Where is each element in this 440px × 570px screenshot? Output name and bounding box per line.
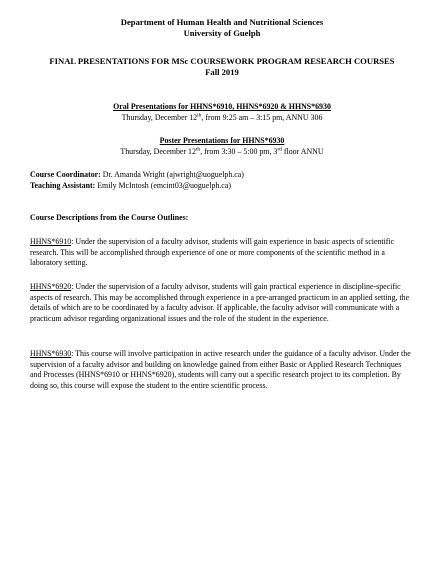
oral-date-prefix: Thursday, December 12 bbox=[121, 112, 198, 122]
poster-date-suffix: floor ANNU bbox=[281, 146, 324, 156]
document-title-block bbox=[30, 56, 414, 78]
course-description-6920 bbox=[30, 282, 414, 324]
course-code: HHNS*6930 bbox=[30, 349, 72, 358]
course-description-6930 bbox=[30, 349, 414, 391]
ta-label: Teaching Assistant: bbox=[30, 180, 96, 190]
course-code: HHNS*6910 bbox=[30, 237, 72, 246]
term: Fall 2019 bbox=[205, 67, 239, 77]
course-paragraph bbox=[30, 282, 414, 324]
poster-date-mid: , from 3:30 – 5:00 pm, 3 bbox=[200, 146, 278, 156]
poster-floor-sup: rd bbox=[277, 145, 282, 152]
document-header bbox=[30, 17, 414, 39]
course-text: : Under the supervision of a faculty advisor, students will gain practical experience in discipline-specific aspects of research. This may be accomplished through experience in a pre-arranged practicum in an applied setting, the details of which are to be coordinated by a faculty advisor. If applicable, the faculty advisor will communicate with a practicum advisor regarding organizational issues and the role of the student in the experience. bbox=[30, 282, 410, 323]
course-text: : Under the supervision of a faculty advisor, students will gain experience in basic aspects of scientific research. This will be accomplished through experience of one or more components of the scientific method in a laboratory setting. bbox=[30, 237, 395, 268]
university-name: University of Guelph bbox=[183, 28, 261, 38]
poster-heading: Poster Presentations for HHNS*6930 bbox=[159, 136, 285, 145]
course-paragraph bbox=[30, 237, 414, 269]
course-text: : This course will involve participation in active research under the guidance of a faculty advisor. Under the supervision of a faculty advisor and building on knowledge gained from either Basic or Applied Research Techniques and Processes (HHNS*6910 or HHNS*6920), students will carry out a specific research project to its completion. By doing so, this course will expose the student to the entire scientific process. bbox=[30, 349, 411, 390]
poster-presentations bbox=[30, 136, 414, 157]
coordinator-label: Course Coordinator: bbox=[30, 170, 101, 179]
course-code: HHNS*6920 bbox=[30, 282, 72, 291]
course-staff bbox=[30, 170, 414, 191]
oral-date bbox=[30, 113, 414, 124]
course-paragraph bbox=[30, 349, 414, 391]
descriptions-heading: Course Descriptions from the Course Outlines: bbox=[30, 213, 189, 222]
poster-date-sup: th bbox=[195, 145, 201, 152]
oral-presentations bbox=[30, 102, 414, 123]
course-description-6910 bbox=[30, 237, 414, 269]
coordinator-value: Dr. Amanda Wright (ajwright@uoguelph.ca) bbox=[100, 170, 244, 179]
coordinator-line bbox=[30, 170, 414, 181]
oral-date-suffix: , from 9:25 am – 3:15 pm, ANNU 306 bbox=[201, 112, 323, 122]
ta-value: Emily McIntosh (emcint03@uoguelph.ca) bbox=[95, 180, 231, 190]
ta-line bbox=[30, 181, 414, 192]
poster-date-prefix: Thursday, December 12 bbox=[120, 146, 196, 156]
document-title: FINAL PRESENTATIONS FOR MSc COURSEWORK PROGRAM RESEARCH COURSES bbox=[49, 56, 395, 66]
oral-date-sup: th bbox=[197, 111, 202, 118]
poster-date bbox=[30, 147, 414, 158]
oral-heading: Oral Presentations for HHNS*6910, HHNS*6920 & HHNS*6930 bbox=[113, 102, 331, 111]
descriptions-section bbox=[30, 213, 414, 224]
department-name: Department of Human Health and Nutritional Sciences bbox=[120, 17, 324, 27]
